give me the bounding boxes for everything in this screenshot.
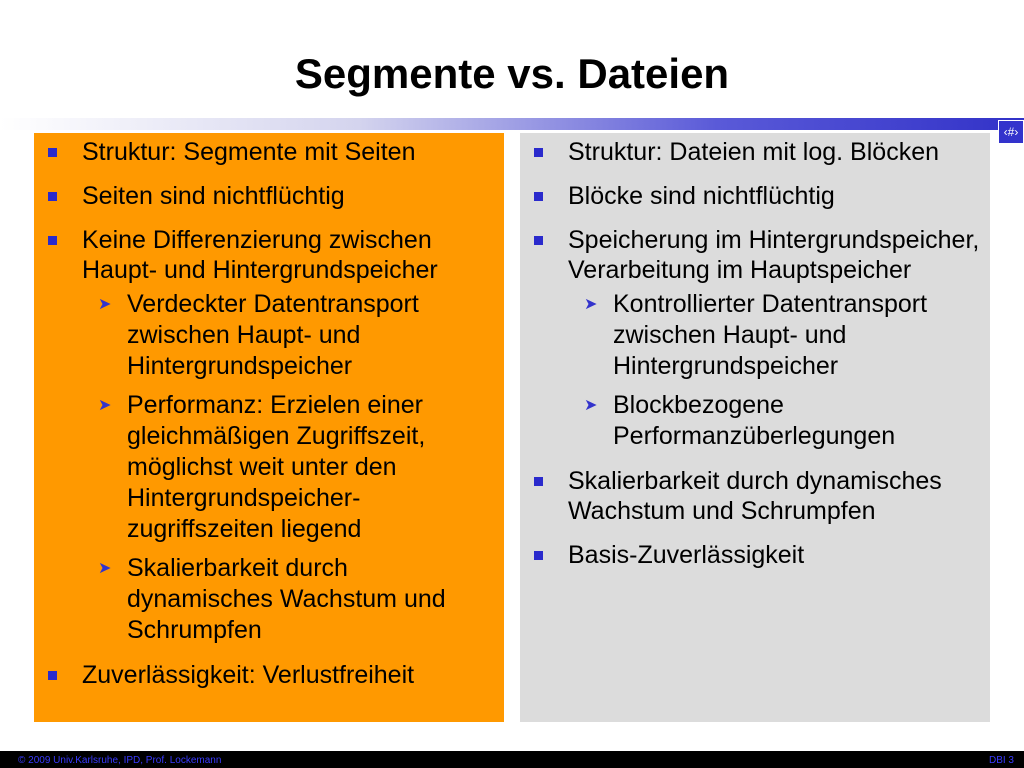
footer-copyright: © 2009 Univ.Karlsruhe, IPD, Prof. Lockemann	[18, 755, 222, 766]
left-bullet-list	[44, 137, 494, 690]
arrow-bullet-icon: ➤	[98, 397, 112, 414]
square-bullet-icon	[534, 236, 543, 245]
list-item	[530, 181, 980, 211]
left-column-segmente	[34, 133, 504, 722]
list-item-text: Skalierbarkeit durch dynamisches Wachstum und Schrumpfen	[568, 467, 942, 525]
title-rule	[0, 118, 1024, 130]
sub-item-text: Kontrollierter Datentransport zwischen Haupt- und Hintergrundspeicher	[613, 290, 928, 380]
square-bullet-icon	[534, 477, 543, 486]
right-bullet-list	[530, 137, 980, 570]
list-item	[44, 225, 494, 646]
slide-title: Segmente vs. Dateien	[294, 50, 730, 97]
sub-list-item	[96, 289, 494, 382]
footer-bar	[0, 751, 1024, 768]
square-bullet-icon	[534, 148, 543, 157]
slide-nav-badge[interactable]: ‹#›	[998, 120, 1024, 144]
list-item	[530, 137, 980, 167]
right-column-dateien	[520, 133, 990, 722]
list-item	[530, 540, 980, 570]
list-item	[530, 466, 980, 526]
arrow-bullet-icon: ➤	[584, 397, 598, 414]
square-bullet-icon	[534, 551, 543, 560]
list-item-text: Struktur: Segmente mit Seiten	[82, 138, 416, 166]
sub-item-text: Performanz: Erzielen einer gleichmäßigen Zugriffszeit, möglichst weit unter den Hintergrundspeicher-zugriffszeiten liegend	[127, 391, 426, 543]
sub-item-text: Skalierbarkeit durch dynamisches Wachstum und Schrumpfen	[127, 554, 446, 644]
list-item-text: Zuverlässigkeit: Verlustfreiheit	[82, 661, 415, 689]
list-item	[44, 137, 494, 167]
sub-list	[82, 289, 494, 646]
sub-list	[568, 289, 980, 452]
square-bullet-icon	[48, 148, 57, 157]
sub-item-text: Blockbezogene Performanzüberlegungen	[613, 391, 896, 450]
square-bullet-icon	[534, 192, 543, 201]
list-item-text: Basis-Zuverlässigkeit	[568, 541, 805, 569]
list-item	[530, 225, 980, 452]
list-item-text: Blöcke sind nichtflüchtig	[568, 182, 835, 210]
list-item-text: Struktur: Dateien mit log. Blöcken	[568, 138, 939, 166]
arrow-bullet-icon: ➤	[98, 560, 112, 577]
arrow-bullet-icon: ➤	[98, 296, 112, 313]
arrow-bullet-icon: ➤	[584, 296, 598, 313]
square-bullet-icon	[48, 236, 57, 245]
square-bullet-icon	[48, 671, 57, 680]
list-item-text: Speicherung im Hintergrundspeicher, Verarbeitung im Hauptspeicher	[568, 226, 980, 284]
sub-list-item	[582, 289, 980, 382]
list-item	[44, 181, 494, 211]
footer-slide-number: DBI 3	[988, 755, 1014, 766]
list-item-text: Keine Differenzierung zwischen Haupt- und Hintergrundspeicher	[82, 226, 438, 284]
list-item-text: Seiten sind nichtflüchtig	[82, 182, 345, 210]
list-item	[44, 660, 494, 690]
sub-list-item	[582, 390, 980, 452]
sub-item-text: Verdeckter Datentransport zwischen Haupt- und Hintergrundspeicher	[127, 290, 419, 380]
sub-list-item	[96, 553, 494, 646]
sub-list-item	[96, 390, 494, 545]
square-bullet-icon	[48, 192, 57, 201]
